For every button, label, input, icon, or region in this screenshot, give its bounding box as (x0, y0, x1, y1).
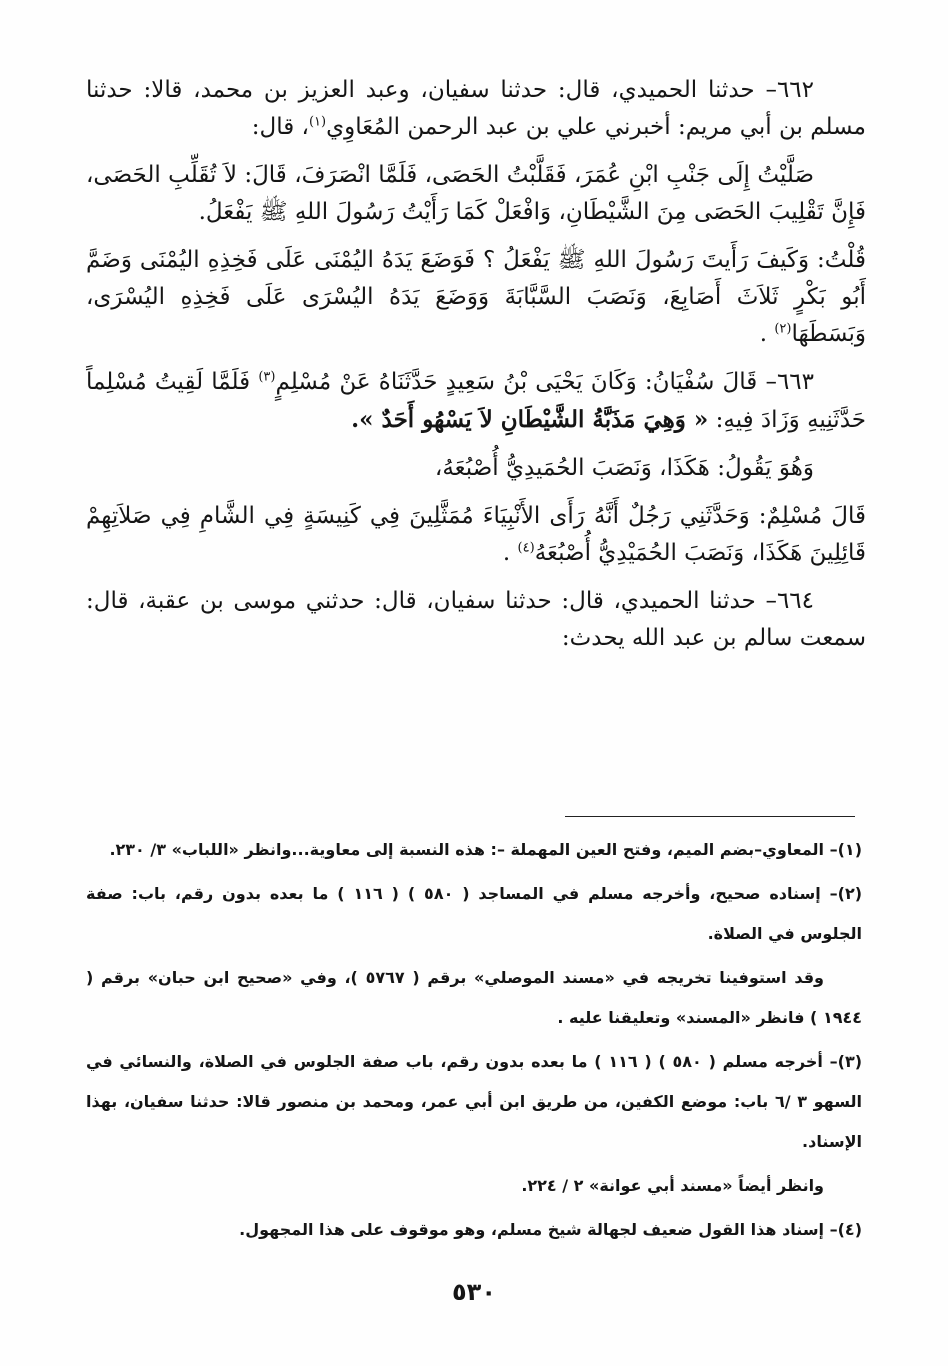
isnad-tail: ، قال: (251, 114, 309, 140)
hadith-number: ٦٦٢– (765, 77, 815, 103)
matn-text: قَالَ مُسْلِمٌ: وَحَدَّثَنِي رَجُلٌ أَنَّهُ رَأَى الأَنْبِيَاءَ مُمَثَّلِينَ فِي كَنِيسَةٍ فِي الشَّامِ فِي صَلاَتِهِمْ قَائِلِينَ هَكَذَا، وَنَصَبَ الحُمَيْدِيُّ أُصْبُعَهُ (86, 503, 866, 566)
footnote-3-continued: وانظر أيضاً «مسند أبي عوانة» ٢ / ٢٢٤. (521, 1176, 824, 1195)
page-number: ٥٣٠ (452, 1278, 496, 1306)
matn-text-cont: فَلَمَّا لَقِيتُ مُسْلِماً حَدَّثَنِيهِ وَزَادَ فِيهِ: (86, 369, 866, 433)
bold-quote: « وَهِيَ مَذَبَّةُ الشَّيْطَانِ لاَ يَسْهُو أَحَدٌ ». (351, 406, 709, 433)
footnotes (86, 830, 862, 1254)
footnote-2: (٢)– إسناده صحيح، وأخرجه مسلم في المساجد ( ٥٨٠ ) ( ١١٦ ) ما بعده بدون رقم، باب: صفة الجلوس في الصلاة. (86, 884, 863, 943)
footnote-ref: (٣) (258, 369, 276, 385)
main-text (86, 72, 866, 668)
footnote-ref: (٤) (517, 540, 535, 556)
hadith-number: ٦٦٤– (765, 588, 814, 614)
footnote-2-continued: وقد استوفينا تخريجه في «مسند الموصلي» برقم ( ٥٧٦٧ )، وفي «صحيح ابن حبان» برقم ( ١٩٤٤ ) فانظر «المسند» وتعليقنا عليه . (86, 968, 862, 1027)
hadith-number: ٦٦٣– (765, 369, 814, 395)
matn-text: قُلْتُ: وَكَيفَ رَأَيتَ رَسُولَ اللهِ ﷺ يَفْعَلُ ؟ فَوَضَعَ يَدَهُ اليُمْنَى عَلَى فَخِذِهِ اليُمْنَى وَضَمَّ أَبُو بَكْرٍ ثَلاَثَ أَصَابِعَ، وَنَصَبَ السَّبَّابَةَ وَوَضَعَ يَدَهُ اليُسْرَى عَلَى فَخِذِهِ اليُسْرَى، وَبَسَطَهَا (86, 247, 866, 347)
matn-tail: . (502, 540, 518, 566)
footnote-3: (٣)– أخرجه مسلم ( ٥٨٠ ) ( ١١٦ ) ما بعده بدون رقم، باب صفة الجلوس في الصلاة، والنسائي في السهو ٣ /٦ باب: موضع الكفين، من طريق ابن أبي عمر، ومحمد بن منصور قالا: حدثنا سفيان، بهذا الإسناد. (86, 1052, 863, 1151)
footnote-ref: (١) (308, 114, 327, 130)
hadith-664-intro (86, 583, 866, 657)
isnad-text: حدثنا الحميدي، قال: حدثنا سفيان، وعبد العزيز بن محمد، قالا: حدثنا مسلم بن أبي مريم: أخبرني علي بن عبد الرحمن المُعَاوِي (86, 77, 866, 140)
matn-tail: . (759, 321, 775, 347)
footnote-ref: (٢) (774, 321, 792, 337)
footnote-4: (٤)– إسناد هذا القول ضعيف لجهالة شيخ مسلم، وهو موقوف على هذا المجهول. (239, 1220, 862, 1239)
footnote-separator (565, 816, 855, 817)
hadith-663-gesture: وَهُوَ يَقُولُ: هَكَذَا، وَنَصَبَ الحُمَيدِيُّ أُصْبُعَهُ، (434, 455, 814, 481)
hadith-662-question (86, 242, 866, 353)
matn-text: قَالَ سُفْيَانُ: وَكَانَ يَحْيَى بْنُ سَعِيدٍ حَدَّثَنَاهُ عَنْ مُسْلِمٍ (275, 369, 758, 395)
hadith-662-matn: صَلَّيْتُ إِلَى جَنْبِ ابْنِ عُمَرَ، فَقَلَّبْتُ الحَصَى، فَلَمَّا انْصَرَفَ، قَالَ: لاَ تُقَلِّبِ الحَصَى، فَإِنَّ تَقْلِيبَ الحَصَى مِنَ الشَّيْطَانِ، وَافْعَلْ كَمَا رَأَيْتُ رَسُولَ اللهِ ﷺ يَفْعَلُ. (86, 162, 866, 225)
hadith-663-intro (86, 364, 866, 439)
isnad-text: حدثنا الحميدي، قال: حدثنا سفيان، قال: حدثني موسى بن عقبة، قال: سمعت سالم بن عبد الله يحدث: (86, 588, 866, 651)
footnote-1: (١)– المعاوي–بضم الميم، وفتح العين المهملة –: هذه النسبة إلى معاوية...وانظر «اللباب» ٣/ ٢٣٠. (109, 840, 862, 859)
hadith-663-muslim (86, 498, 866, 572)
hadith-662-intro (86, 72, 866, 146)
